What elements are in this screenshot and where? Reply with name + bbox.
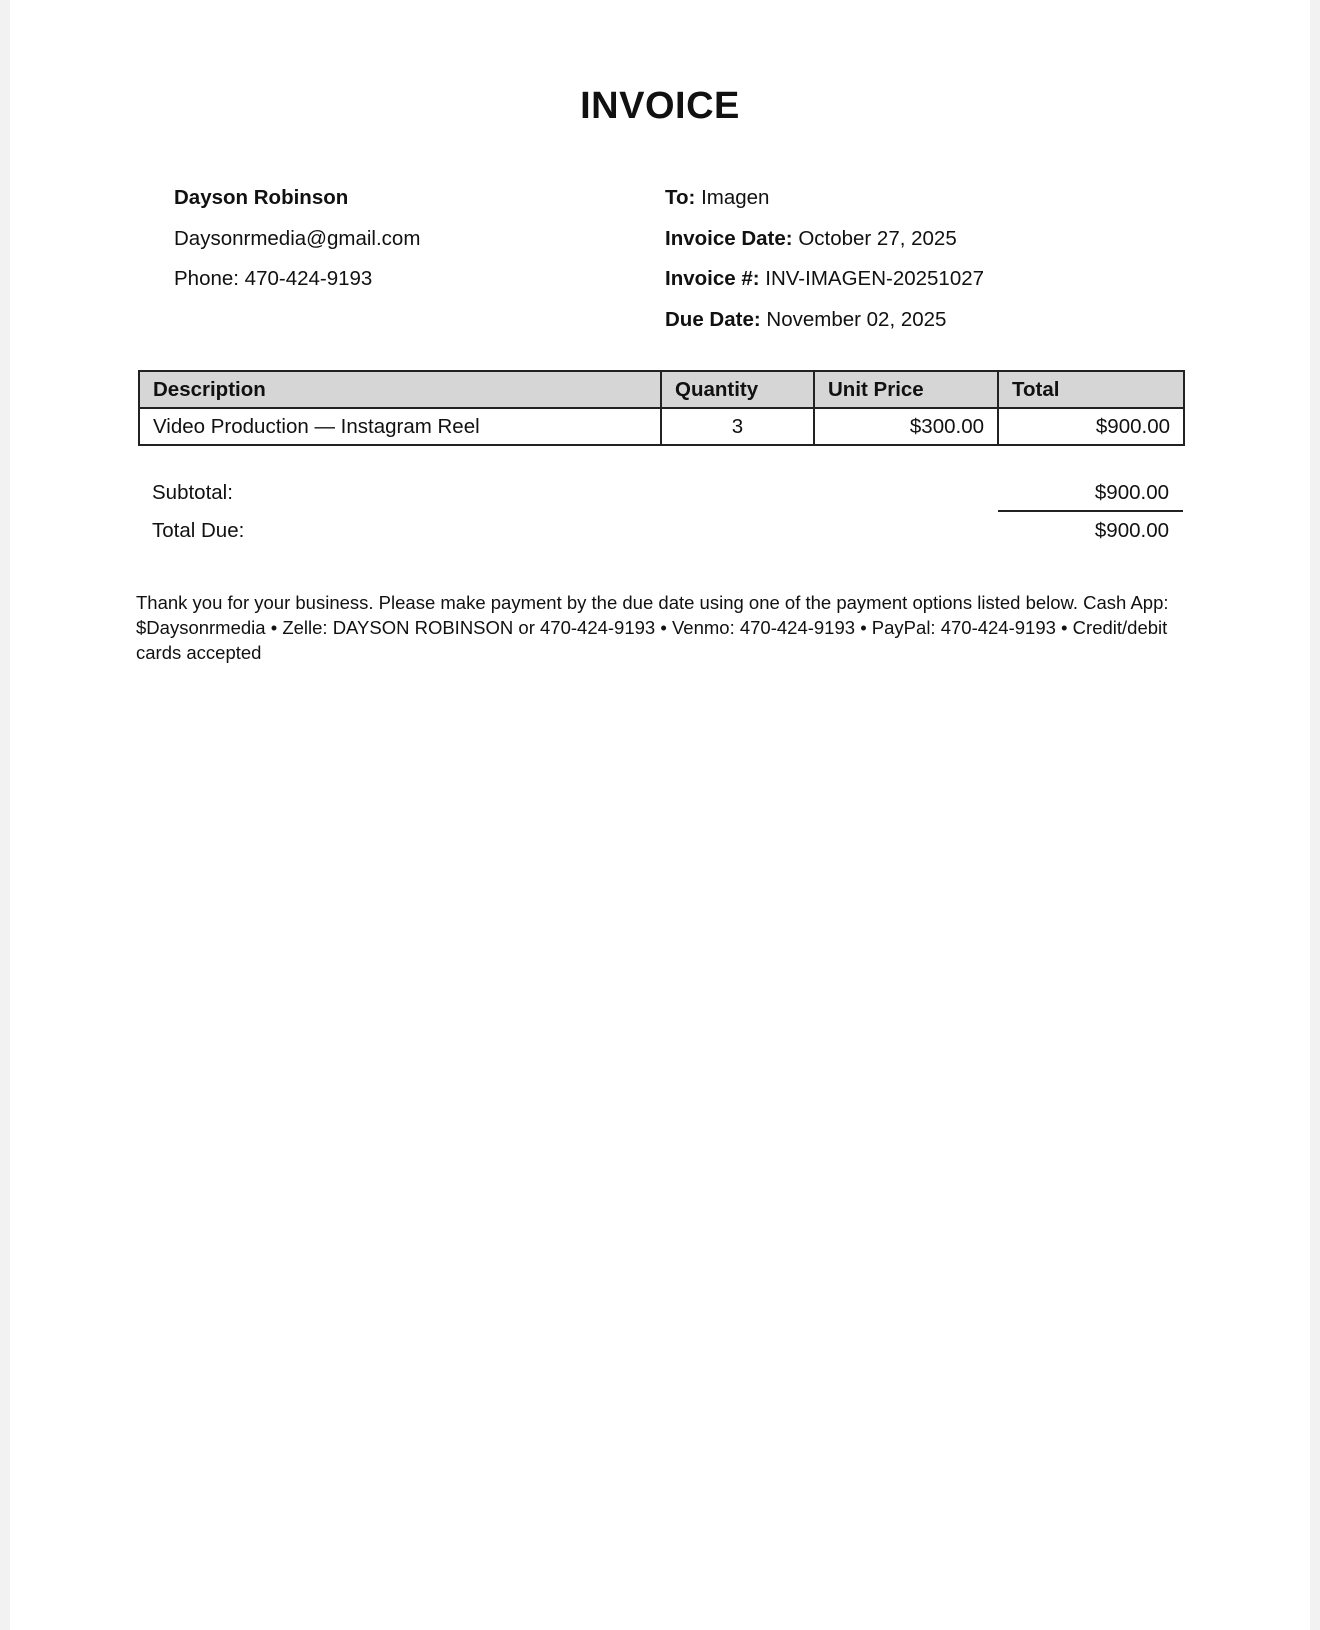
- payment-note: Thank you for your business. Please make payment by the due date using one of the payment options listed below. Cash App: $Daysonrmedia • Zelle: DAYSON ROBINSON or 470-424-9193 • Venmo: 470-424-9193 • PayPal: 470-424-9193 • Credit/debit cards accepted: [136, 592, 1169, 663]
- cell-description: Video Production — Instagram Reel: [139, 408, 661, 445]
- invoice-date-line: [665, 219, 984, 260]
- invoice-number-line: [665, 259, 984, 300]
- due-date-value: November 02, 2025: [766, 307, 947, 331]
- due-date-line: [665, 300, 984, 341]
- invoice-number-label: Invoice #:: [665, 267, 760, 290]
- cell-total: $900.00: [998, 408, 1184, 445]
- cell-unit-price: $300.00: [814, 408, 998, 445]
- header-quantity: Quantity: [661, 371, 814, 408]
- subtotal-value: $900.00: [1094, 481, 1169, 504]
- sender-email: Daysonrmedia@gmail.com: [174, 226, 421, 250]
- subtotal-divider: [998, 510, 1183, 512]
- invoice-number-value: INV-IMAGEN-20251027: [765, 267, 985, 290]
- subtotal-label: Subtotal:: [152, 481, 233, 504]
- table-row: [139, 408, 1184, 445]
- to-label: To:: [665, 186, 696, 209]
- invoice-title: INVOICE: [580, 85, 740, 127]
- totals-summary: [152, 478, 1183, 554]
- total-due-row: [152, 516, 1183, 554]
- to-value: Imagen: [701, 186, 770, 209]
- table-header-row: [139, 371, 1184, 408]
- invoice-date-label: Invoice Date:: [665, 226, 793, 250]
- invoice-page: [10, 0, 1310, 1630]
- invoice-date-value: October 27, 2025: [798, 226, 957, 250]
- header-total: Total: [998, 371, 1184, 408]
- line-items-table: [138, 370, 1185, 446]
- total-due-label: Total Due:: [152, 519, 245, 542]
- subtotal-row: [152, 478, 1183, 516]
- cell-quantity: 3: [661, 408, 814, 445]
- recipient-block: [665, 178, 984, 340]
- due-date-label: Due Date:: [665, 307, 761, 331]
- recipient-line: [665, 178, 984, 219]
- total-due-value: $900.00: [1094, 519, 1169, 542]
- header-unit-price: Unit Price: [814, 371, 998, 408]
- sender-name: Dayson Robinson: [174, 186, 349, 209]
- sender-phone: Phone: 470-424-9193: [174, 267, 373, 290]
- header-description: Description: [139, 371, 661, 408]
- sender-block: [174, 178, 420, 300]
